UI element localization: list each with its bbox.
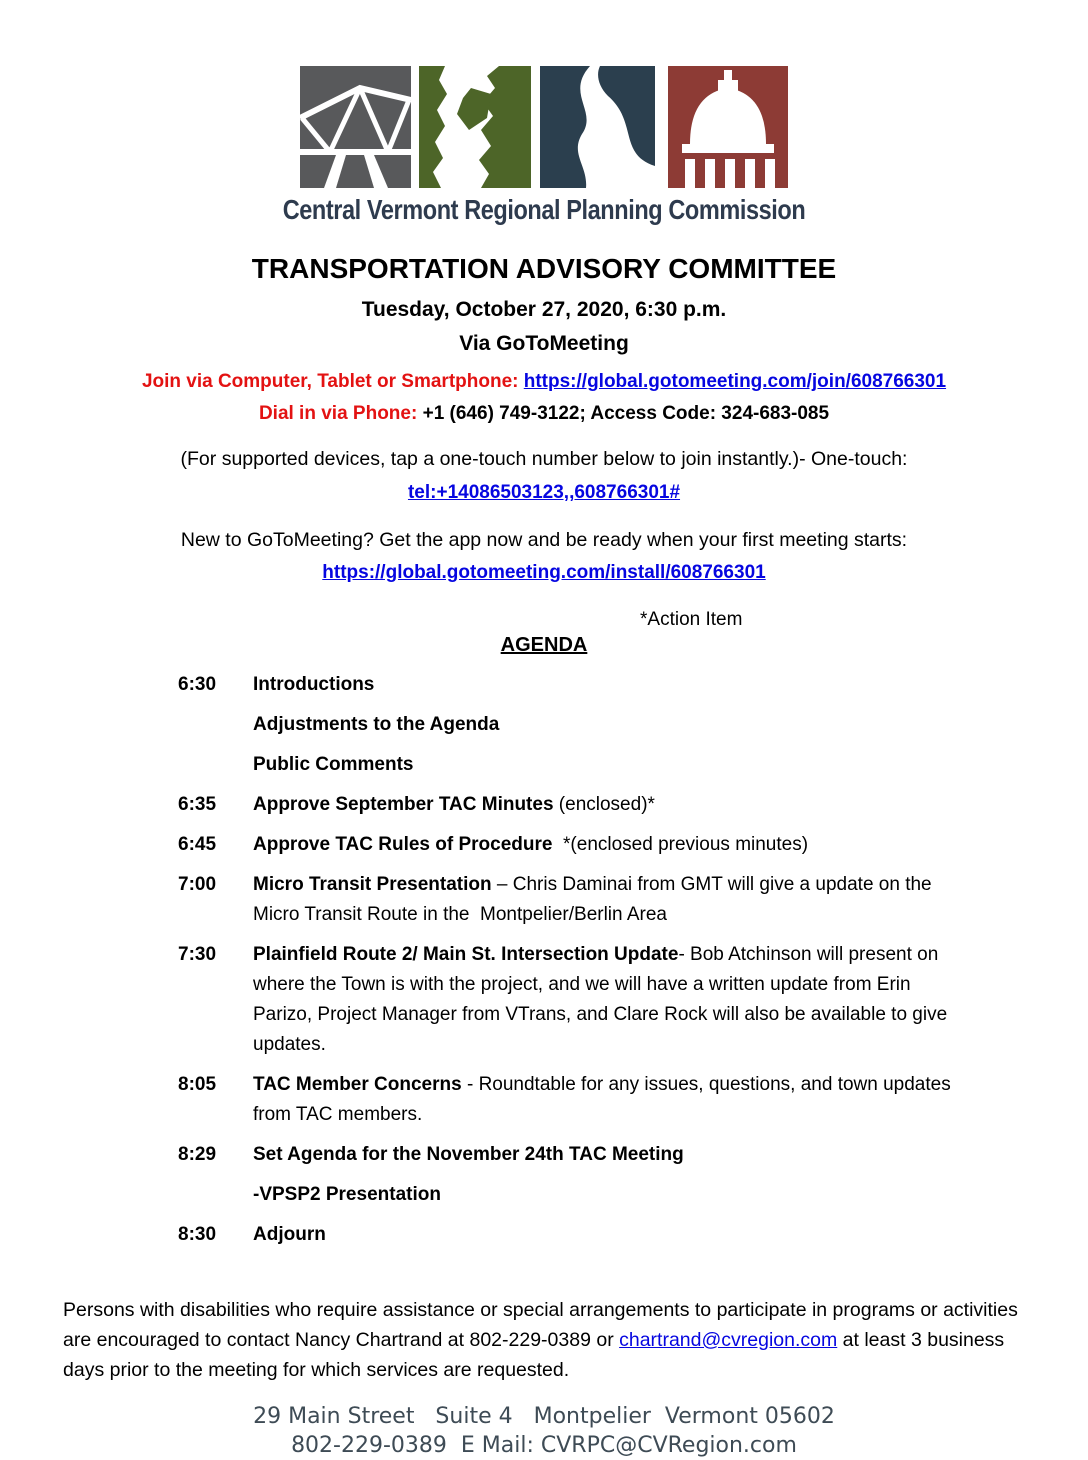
agenda-row [178, 1140, 978, 1170]
page-title: TRANSPORTATION ADVISORY COMMITTEE [251, 253, 837, 284]
join-line [0, 368, 1088, 395]
join-label: Join via Computer, Tablet or Smartphone: [141, 371, 524, 392]
contact-email-link[interactable]: chartrand@cvregion.com [619, 1329, 838, 1351]
agenda-time: 6:35 [178, 794, 217, 815]
agenda-item-title: Public Comments [253, 754, 414, 775]
action-item-note: *Action Item [640, 609, 743, 630]
agenda-item [253, 710, 968, 740]
footer-contact: 802-229-0389 E Mail: CVRPC@CVRegion.com [291, 1433, 797, 1458]
accessibility-note [63, 1295, 1025, 1385]
agenda-item [253, 670, 968, 700]
agenda-row [178, 1220, 978, 1250]
agenda-item [253, 870, 968, 930]
agenda-heading: AGENDA [500, 634, 588, 656]
agenda-list [178, 670, 978, 1250]
agenda-row [178, 1070, 978, 1130]
agenda-row [178, 790, 978, 820]
agenda-time [178, 750, 253, 780]
agenda-item-detail: - Bob Atchinson will present on where the Town is with the project, and we will have a written update from Erin Parizo, Project Manager from VTrans, and Clare Rock will also be available to give updates. [253, 944, 953, 1055]
agenda-row [178, 670, 978, 700]
org-logo [0, 0, 1088, 226]
agenda-time: 8:29 [178, 1144, 217, 1165]
agenda-time [178, 1180, 253, 1210]
dial-label: Dial in via Phone: [258, 403, 423, 424]
agenda-row [178, 870, 978, 930]
agenda-row [178, 710, 978, 740]
agenda-item [253, 1140, 968, 1170]
agenda-item [253, 1220, 968, 1250]
org-logo-image [300, 66, 788, 190]
road-panel-icon [540, 66, 655, 188]
agenda-time [178, 710, 253, 740]
agenda-time: 6:30 [178, 674, 217, 695]
one-touch-note: (For supported devices, tap a one-touch number below to join instantly.)- One-touch: [180, 448, 908, 470]
agenda-item-title: Adjourn [253, 1224, 326, 1245]
agenda-time: 8:05 [178, 1074, 217, 1095]
join-meeting-link[interactable]: https://global.gotomeeting.com/join/608766301 [523, 371, 947, 392]
bridge-panel-icon [300, 66, 411, 188]
install-line [0, 559, 1088, 586]
agenda-item-title: TAC Member Concerns [253, 1074, 462, 1095]
agenda-time: 7:00 [178, 874, 217, 895]
agenda-time: 7:30 [178, 944, 217, 965]
one-touch-tel-link[interactable]: tel:+14086503123,,608766301# [407, 482, 681, 503]
agenda-item-detail: *(enclosed previous minutes) [552, 834, 809, 855]
agenda-time: 6:45 [178, 834, 217, 855]
dial-info: +1 (646) 749-3122; Access Code: 324-683-085 [422, 403, 830, 424]
agenda-row [178, 830, 978, 860]
vermont-map-icon [419, 66, 531, 188]
agenda-row [178, 940, 978, 1060]
agenda-item-title: Set Agenda for the November 24th TAC Meeting [253, 1144, 684, 1165]
agenda-row [178, 1180, 978, 1210]
agenda-item [253, 790, 968, 820]
tel-line [0, 479, 1088, 506]
agenda-item-title: Introductions [253, 674, 375, 695]
agenda-item-title: Approve TAC Rules of Procedure [253, 834, 553, 855]
dial-line [0, 400, 1088, 427]
agenda-item [253, 940, 968, 1060]
meeting-datetime: Tuesday, October 27, 2020, 6:30 p.m. [361, 298, 727, 321]
footer-address: 29 Main Street Suite 4 Montpelier Vermont 05602 [253, 1404, 835, 1429]
accessibility-text-before: Persons with disabilities who require assistance or special arrangements to participate in programs or activities are encouraged to contact Nancy Chartrand at 802-229-0389 or [63, 1299, 1018, 1351]
agenda-item-title: -VPSP2 Presentation [253, 1184, 441, 1205]
agenda-item [253, 1180, 968, 1210]
app-note: New to GoToMeeting? Get the app now and be ready when your first meeting starts: [180, 529, 908, 551]
agenda-row [178, 750, 978, 780]
org-footer [0, 1402, 1088, 1460]
agenda-item-title: Plainfield Route 2/ Main St. Intersection Update [253, 944, 679, 965]
agenda-item [253, 750, 968, 780]
install-app-link[interactable]: https://global.gotomeeting.com/install/608766301 [322, 562, 766, 583]
agenda-item [253, 830, 968, 860]
agenda-item-title: Approve September TAC Minutes [253, 794, 554, 815]
agenda-item-detail: – Chris Daminai from GMT will give a update on the Micro Transit Route in the Montpelier/Berlin Area [253, 874, 937, 925]
meeting-platform: Via GoToMeeting [459, 332, 629, 355]
accessibility-text-after: at least 3 business days prior to the meeting for which services are requested. [63, 1329, 1005, 1381]
agenda-item [253, 1070, 968, 1130]
agenda-time: 8:30 [178, 1224, 217, 1245]
org-name: Central Vermont Regional Planning Commission [282, 194, 806, 225]
agenda-item-title: Adjustments to the Agenda [253, 714, 500, 735]
agenda-item-detail: (enclosed)* [553, 794, 655, 815]
agenda-item-title: Micro Transit Presentation [253, 874, 492, 895]
agenda-item-detail: - Roundtable for any issues, questions, and town updates from TAC members. [253, 1074, 956, 1125]
capitol-dome-icon [668, 66, 788, 188]
